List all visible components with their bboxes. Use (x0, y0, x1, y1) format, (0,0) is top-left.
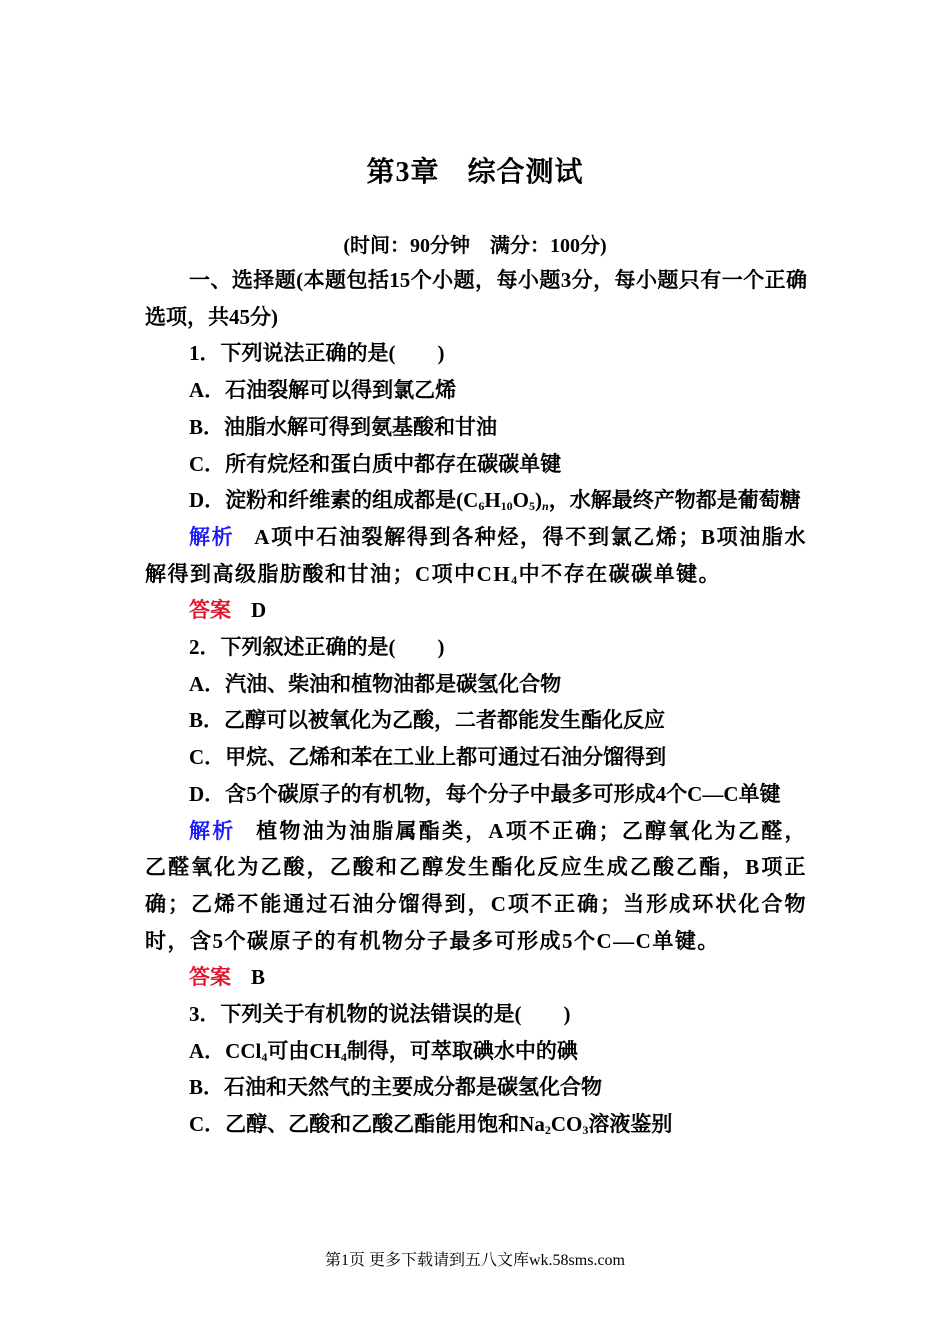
question-2-answer (145, 959, 807, 996)
question-3-stem: 3．下列关于有机物的说法错误的是( ) (189, 1002, 571, 1027)
question-1-analysis: 解析 A项中石油裂解得到各种烃，得不到氯乙烯；B项油脂水解得到高级脂肪酸和甘油；C项中$CH_4$中不存在碳碳单键。 (145, 524, 808, 587)
answer-label: 答案 (189, 598, 231, 623)
question-3-option-a: A．CCl$_4$可由$CH_4$制得，可萃取碘水中的碘 (189, 1038, 578, 1064)
page-title (0, 150, 950, 190)
analysis-label: 解析 (189, 524, 235, 549)
exam-meta: (时间：90分钟 满分：100分) (343, 235, 607, 257)
question-2-analysis: 解析 植物油为油脂属酯类，A项不正确；乙醇氧化为乙醛，乙醛氧化为乙酸，乙酸和乙醇发生酯化反应生成乙酸乙酯，B项正确；乙烯不能通过石油分馏得到，C项不正确；当形成环状化合物时，含5个碳原子的有机物分子最多可形成5个C—C单键。 (145, 818, 807, 953)
question-2-option-b: B．乙醇可以被氧化为乙酸，二者都能发生酯化反应 (189, 708, 666, 733)
question-1-stem: 1．下列说法正确的是( ) (189, 341, 445, 366)
page-footer: 第1页 更多下载请到五八文库wk.58sms.com (324, 1252, 625, 1269)
section-heading: 一、选择题(本题包括15个小题，每小题3分，每小题只有一个正确选项，共45分) (145, 268, 807, 329)
question-1-option-d: D．淀粉和纤维素的组成都是$(C_6H_{10}O_5)_n$，水解最终产物都是葡萄糖 (189, 488, 801, 514)
question-1-option-b: B．油脂水解可得到氨基酸和甘油 (189, 414, 498, 439)
chapter-number: 第3章 (366, 157, 440, 188)
analysis-label: 解析 (189, 818, 236, 843)
question-2-option-c: C．甲烷、乙烯和苯在工业上都可通过石油分馏得到 (189, 745, 667, 770)
question-2-stem: 2．下列叙述正确的是( ) (189, 635, 445, 660)
document-body (145, 262, 807, 1143)
question-3-option-c: C．乙醇、乙酸和乙酸乙酯能用饱和$Na_2CO_3$溶液鉴别 (189, 1112, 673, 1138)
question-3-option-b: B．石油和天然气的主要成分都是碳氢化合物 (189, 1075, 603, 1100)
answer-label: 答案 (189, 965, 231, 990)
question-1-option-a: A．石油裂解可以得到氯乙烯 (189, 378, 457, 403)
question-2-option-a: A．汽油、柴油和植物油都是碳氢化合物 (189, 671, 562, 696)
chapter-name: 综合测试 (467, 157, 584, 188)
answer-value: D (251, 598, 267, 623)
answer-value: B (251, 965, 266, 990)
question-2-option-d: D．含5个碳原子的有机物，每个分子中最多可形成4个C—C单键 (189, 781, 781, 806)
question-1-answer (145, 592, 807, 629)
question-1-option-c: C．所有烷烃和蛋白质中都存在碳碳单键 (189, 451, 562, 476)
